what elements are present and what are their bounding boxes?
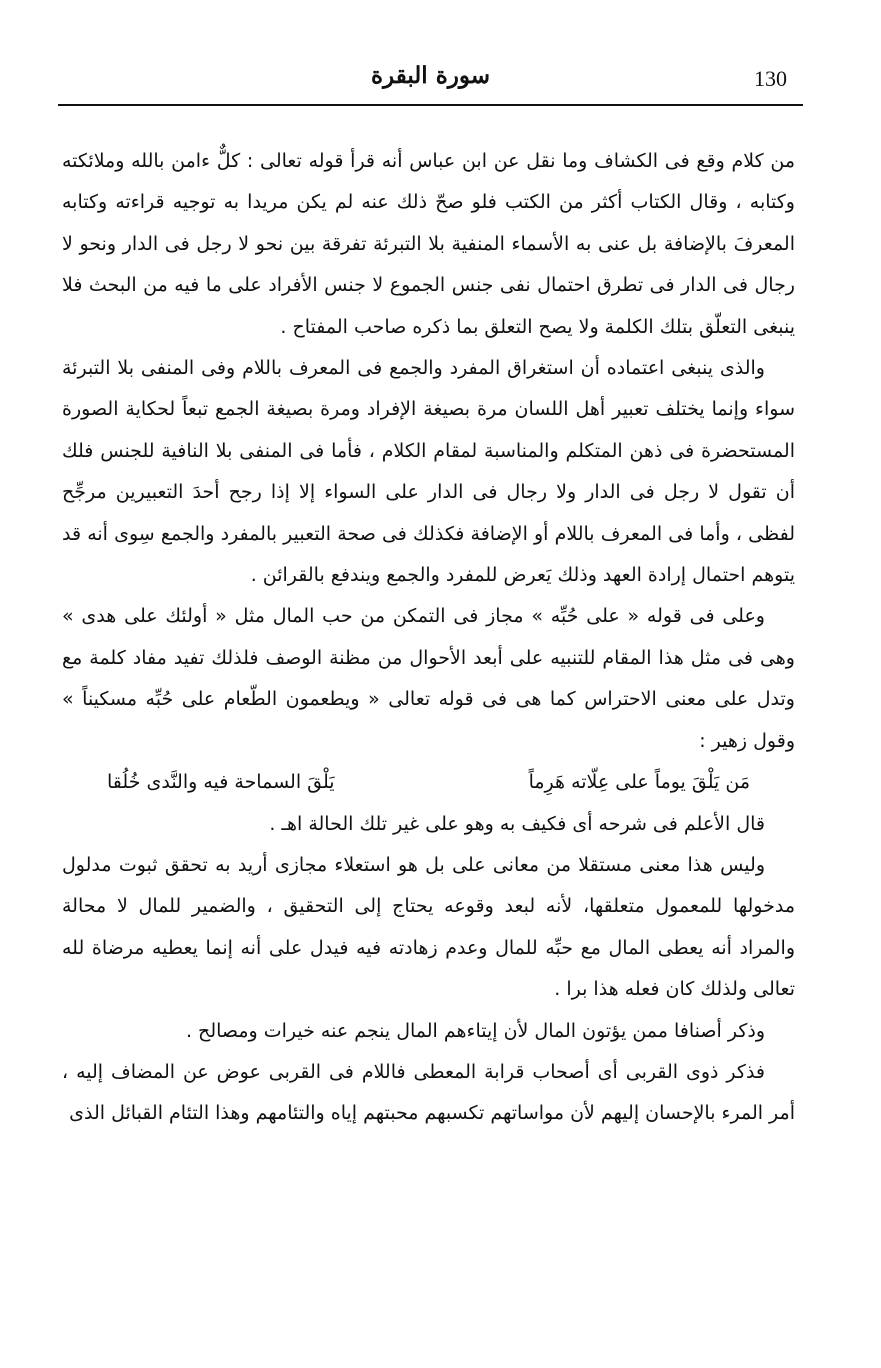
paragraph-5: وليس هذا معنى مستقلا من معانى على بل هو استعلاء مجازى أريد به تحقق ثبوت مدلول مدخولها للمعمول متعلقها، لأنه لبعد وقوعه يحتاج إلى التحقيق ، والضمير للمال لا محالة والمراد أنه يعطى المال مع حبِّه للمال وعدم زهادته فيه فيدل على أنه إنما يعطيه مرضاة لله تعالى ولذلك كان فعله هذا برا . <box>62 853 795 1001</box>
poetry-verse <box>62 762 795 803</box>
paragraph-7: فذكر ذوى القربى أى أصحاب قرابة المعطى فاللام فى القربى عوض عن المضاف إليه ، أمر المرء بالإحسان إليهم لأن مواساتهم تكسبهم محبتهم إياه والتئامهم وهذا التئام القبائل الذى <box>62 1060 795 1125</box>
verse-second-hemistich: يَلْقَ السماحة فيه والنَّدى خُلُقا <box>107 771 335 794</box>
running-title: سورة البقرة <box>370 62 491 89</box>
header-rule <box>58 104 803 106</box>
page-number: 130 <box>754 66 787 91</box>
paragraph-1: من كلام وقع فى الكشاف وما نقل عن ابن عباس أنه قرأ قوله تعالى : كلٌّ ءامن بالله وملائكته وكتابه ، وقال الكتاب أكثر من الكتب فلو صحّ ذلك عنه لم يكن مريدا به توجيه قراءته وكتابه المعرفَ بالإضافة بل عنى به الأسماء المنفية بلا التبرئة تفرقة بين نحو لا رجل فى الدار ونحو لا رجال فى الدار فى تطرق احتمال نفى جنس الجموع لا جنس الأفراد على ما فيه من البحث فلا ينبغى التعلّق بتلك الكلمة ولا يصح التعلق بما ذكره صاحب المفتاح . <box>62 150 795 338</box>
text-body <box>62 141 795 1135</box>
paragraph-4: قال الأعلم فى شرحه أى فكيف به وهو على غير تلك الحالة اهـ . <box>269 812 765 835</box>
page-header <box>58 60 803 104</box>
paragraph-3: وعلى فى قوله « على حُبِّه » مجاز فى التمكن من حب المال مثل « أولئك على هدى » وهى فى مثل هذا المقام للتنبيه على أبعد الأحوال من مظنة الوصف فلذلك تفيد مفاد كلمة مع وتدل على معنى الاحتراس كما هى فى قوله تعالى « ويطعمون الطّعام على حُبِّه مسكيناً » وقول زهير : <box>62 605 795 752</box>
paragraph-2: والذى ينبغى اعتماده أن استغراق المفرد والجمع فى المعرف باللام وفى المنفى بلا التبرئة سواء وإنما يختلف تعبير أهل اللسان مرة بصيغة الإفراد ومرة بصيغة الجمع تبعاً لحكاية الصورة المستحضرة فى ذهن المتكلم والمناسبة لمقام الكلام ، فأما فى المنفى بلا النافية للجنس فلك أن تقول لا رجل فى الدار ولا رجال فى الدار على السواء إلا إذا رجح أحدَ التعبيرين مرجِّح لفظى ، وأما فى المعرف باللام أو الإضافة فكذلك فى صحة التعبير بالمفرد والجمع سِوى أنه قد يتوهم احتمال إرادة العهد وذلك يَعرض للمفرد والجمع ويندفع بالقرائن . <box>62 357 795 587</box>
paragraph-6: وذكر أصنافا ممن يؤتون المال لأن إيتاءهم المال ينجم عنه خيرات ومصالح . <box>185 1019 765 1042</box>
verse-first-hemistich: مَن يَلْقَ يوماً على عِلّاته هَرِماً <box>528 771 750 794</box>
